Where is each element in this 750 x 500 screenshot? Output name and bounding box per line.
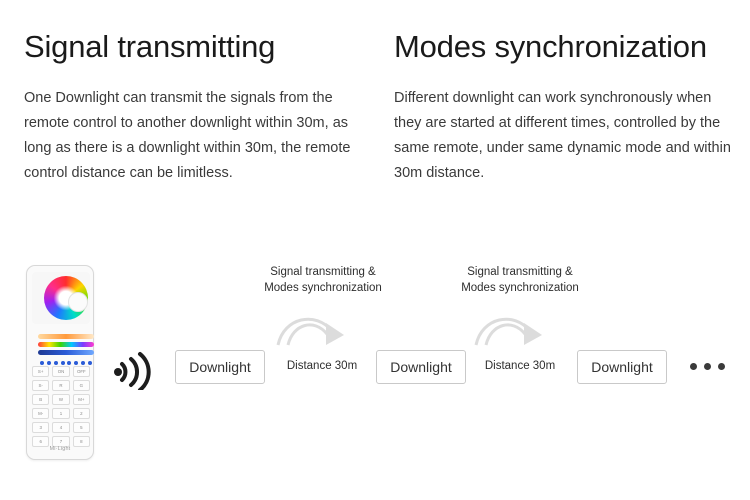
remote-key: 5	[73, 422, 90, 433]
continuation-dots-icon	[690, 363, 725, 370]
remote-key: G	[73, 380, 90, 391]
remote-key: ON	[52, 366, 69, 377]
remote-screen	[32, 272, 90, 324]
saturation-slider-icon	[38, 342, 94, 347]
downlight-node-3: Downlight	[577, 350, 667, 384]
remote-key: S-	[32, 380, 49, 391]
link-2-caption-line-1: Signal transmitting &	[467, 266, 573, 278]
remote-key: OFF	[73, 366, 90, 377]
remote-control-illustration	[26, 265, 94, 460]
remote-key: 2	[73, 408, 90, 419]
remote-keypad	[32, 366, 90, 447]
link-1-caption	[238, 265, 408, 296]
right-heading: Modes synchronization	[394, 29, 707, 64]
link-2-arrow-icon	[472, 305, 568, 347]
right-paragraph: Different downlight can work synchronously when they are started at different times, controlled by the same remote, under same dynamic mode and within 30m distance.	[394, 90, 731, 181]
remote-key: 7	[52, 436, 69, 447]
remote-key: 6	[32, 436, 49, 447]
link-1-distance-label: Distance 30m	[286, 360, 358, 372]
remote-key: 8	[73, 436, 90, 447]
left-paragraph: One Downlight can transmit the signals from the remote control to another downlight within 30m, as long as there is a downlight within 30m, the remote control distance can be limitless.	[24, 90, 351, 181]
remote-key: W	[52, 394, 69, 405]
remote-key: 3	[32, 422, 49, 433]
brightness-slider-icon	[38, 350, 94, 355]
remote-brand-label: Mi·Light	[49, 446, 71, 452]
remote-key: R	[52, 380, 69, 391]
downlight-node-2: Downlight	[376, 350, 466, 384]
remote-key: M-	[32, 408, 49, 419]
link-2-caption	[435, 265, 605, 296]
remote-key: 1	[52, 408, 69, 419]
left-text-column	[24, 30, 364, 186]
remote-key: 4	[52, 422, 69, 433]
right-text-column	[394, 30, 734, 186]
warm-white-slider-icon	[38, 334, 94, 339]
color-wheel-icon	[44, 276, 88, 320]
link-1-caption-line-1: Signal transmitting &	[270, 266, 376, 278]
link-1-arrow-icon	[274, 305, 370, 347]
left-heading: Signal transmitting	[24, 29, 276, 64]
remote-key: B	[32, 394, 49, 405]
downlight-node-1: Downlight	[175, 350, 265, 384]
remote-key: M+	[73, 394, 90, 405]
link-2-distance-label: Distance 30m	[484, 360, 556, 372]
remote-key: S+	[32, 366, 49, 377]
color-wheel-center	[68, 292, 88, 312]
diagram-area	[0, 255, 750, 470]
wireless-signal-icon	[112, 350, 158, 390]
link-1-caption-line-2: Modes synchronization	[264, 281, 382, 294]
link-2-caption-line-2: Modes synchronization	[461, 281, 579, 294]
